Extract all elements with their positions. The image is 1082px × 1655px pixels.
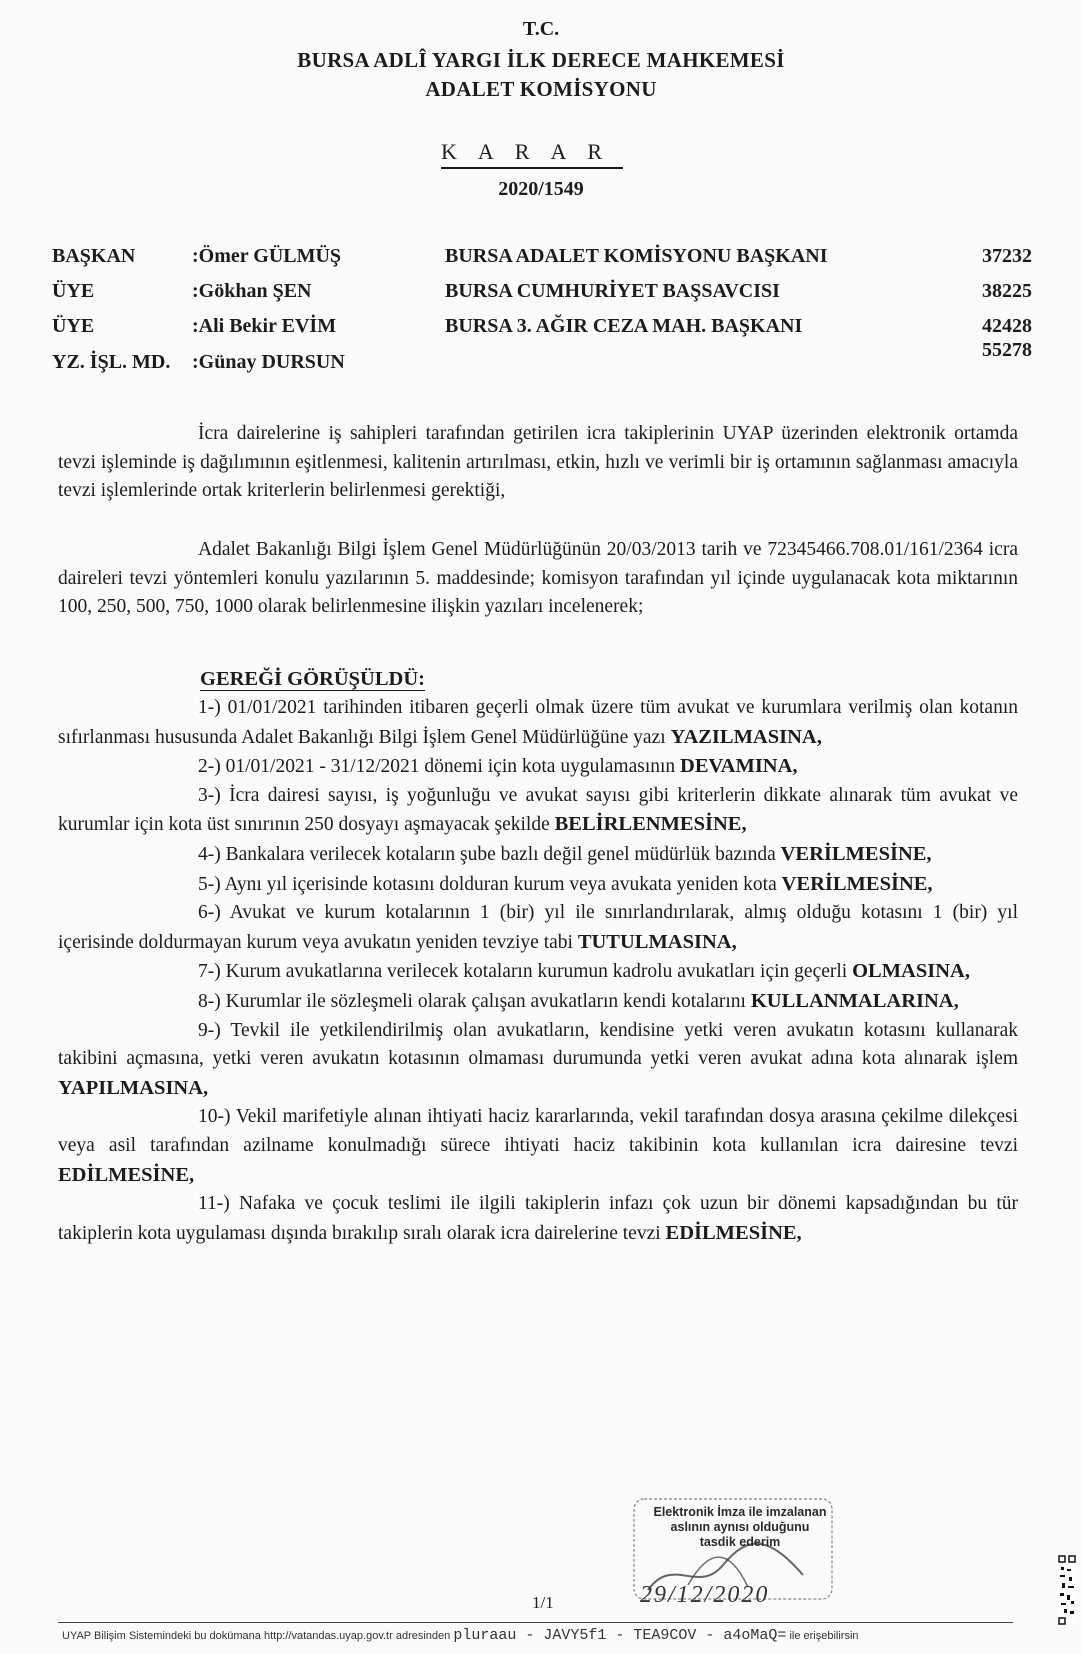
decision-number: 2020/1549 <box>498 178 584 200</box>
item-text: 10-) Vekil marifetiyle alınan ihtiyati haciz kararlarında, vekil tarafından dosya arasına çekilme dilekçesi veya asil tarafından azilname konulmadığı sürece ihtiyati haciz takibinin kota kullanılan icra dairesine tevzi <box>58 1106 1018 1156</box>
member-sicil: 42428 <box>982 315 1032 337</box>
footer-divider <box>58 1622 1013 1623</box>
resolution-item <box>58 840 1018 870</box>
item-emphasis: DEVAMINA, <box>680 755 798 778</box>
member-title: BURSA CUMHURİYET BAŞSAVCISI <box>445 280 780 302</box>
reference-paragraph: Adalet Bakanlığı Bilgi İşlem Genel Müdürlüğünün 20/03/2013 tarih ve 72345466.708.01/161/2364 icra daireleri tevzi yöntemleri konulu yazılarının 5. maddesinde; komisyon tarafından yıl içinde uygulanacak kota miktarının 100, 250, 500, 750, 1000 olarak belirlenmesine ilişkin yazıları incelenerek; <box>58 539 1018 618</box>
item-emphasis: EDİLMESİNE, <box>58 1163 195 1186</box>
stamp-line: aslının aynısı olduğunu <box>670 1520 810 1534</box>
resolution-heading-text: GEREĞİ GÖRÜŞÜLDÜ: <box>200 668 425 690</box>
member-row <box>52 339 1032 383</box>
item-emphasis: BELİRLENMESİNE, <box>554 813 747 836</box>
resolution-item <box>58 694 1018 752</box>
member-role: ÜYE <box>52 315 95 337</box>
item-text: 7-) Kurum avukatlarına verilecek kotaların kurumun kadrolu avukatları için geçerli <box>198 961 848 983</box>
resolution-items <box>58 694 1018 1248</box>
commission-name: ADALET KOMİSYONU <box>425 77 657 101</box>
verification-code: pluraau - JAVY5f1 - TEA9COV - a4oMaQ= <box>453 1627 787 1644</box>
item-text: 2-) 01/01/2021 - 31/12/2021 dönemi için kota uygulamasının <box>198 756 676 778</box>
resolution-item <box>58 1017 1018 1104</box>
member-row <box>52 315 1032 347</box>
stamp-line: Elektronik İmza ile imzalanan <box>653 1505 827 1519</box>
item-emphasis: VERİLMESİNE, <box>780 842 932 865</box>
item-text: 11-) Nafaka ve çocuk teslimi ile ilgili takiplerin infazı çok uzun bir dönemi kapsadığından bu tür takiplerin kota uygulaması dışında bırakılıp sıralı olarak icra dairelerine tevzi <box>58 1193 1018 1244</box>
resolution-item <box>58 899 1018 957</box>
footer-text: UYAP Bilişim Sistemindeki bu dokümana http://vatandas.uyap.gov.tr adresinden <box>62 1630 451 1642</box>
resolution-item <box>58 782 1018 840</box>
member-name: :Ömer GÜLMÜŞ <box>192 245 342 267</box>
item-text: 9-) Tevkil ile yetkilendirilmiş olan avukatların, kendisine yetki veren avukatın kotasını kullanarak takibini açmasına, yetki veren avukatın kotasının olmaması durumunda yetki veren avukat adına kota alınarak işlem <box>58 1019 1018 1070</box>
member-row <box>52 245 1032 277</box>
resolution-item <box>58 987 1018 1017</box>
member-title: BURSA 3. AĞIR CEZA MAH. BAŞKANI <box>445 315 803 337</box>
member-title: BURSA ADALET KOMİSYONU BAŞKANI <box>445 245 828 267</box>
member-role: YZ. İŞL. MD. <box>52 351 171 373</box>
item-emphasis: EDİLMESİNE, <box>665 1221 802 1244</box>
item-emphasis: KULLANMALARINA, <box>750 989 959 1012</box>
resolution-item <box>58 1103 1018 1190</box>
item-text: 8-) Kurumlar ile sözleşmeli olarak çalışan avukatların kendi kotalarını <box>198 990 746 1012</box>
stamp-date: 29/12/2020 <box>640 1582 770 1608</box>
item-emphasis: VERİLMESİNE, <box>781 872 933 895</box>
stamp-text <box>640 1505 840 1550</box>
resolution-item <box>58 752 1018 782</box>
item-text: 5-) Aynı yıl içerisinde kotasını dolduran kurum veya avukata yeniden kota <box>198 873 777 895</box>
item-emphasis: YAZILMASINA, <box>670 725 822 748</box>
item-text: 3-) İcra dairesi sayısı, iş yoğunluğu ve avukat sayısı gibi kriterlerin dikkate alınarak tüm avukat ve kurumlar için kota üst sınırının 250 dosyayı aşmayacak şekilde <box>58 784 1018 836</box>
intro-paragraph: İcra dairelerine iş sahipleri tarafından getirilen icra takiplerinin UYAP üzerinden elektronik ortamda tevzi işleminde iş dağılımının eşitlenmesi, kalitenin artırılması, etkin, hızlı ve verimli bir iş ortamının sağlanması amacıyla tevzi işlemlerinde ortak kriterlerin belirlenmesi gerektiği, <box>58 423 1018 502</box>
member-row <box>52 280 1032 312</box>
item-emphasis: YAPILMASINA, <box>58 1076 209 1099</box>
item-emphasis: OLMASINA, <box>852 960 970 983</box>
item-text: 4-) Bankalara verilecek kotaların şube bazlı değil genel müdürlük bazında <box>198 843 776 865</box>
item-text: 1-) 01/01/2021 tarihinden itibaren geçerli olmak üzere tüm avukat ve kurumlara verilmiş olan kotanın sıfırlanması hususunda Adalet Bakanlığı Bilgi İşlem Genel Müdürlüğüne yazı <box>58 697 1018 748</box>
member-role: ÜYE <box>52 280 95 302</box>
page-number: 1/1 <box>532 1593 554 1612</box>
member-name: :Günay DURSUN <box>192 351 345 373</box>
karar-heading: KARAR <box>441 139 623 169</box>
footer-suffix: ile erişebilirsin <box>789 1630 859 1642</box>
court-name: BURSA ADLÎ YARGI İLK DERECE MAHKEMESİ <box>297 48 785 72</box>
member-sicil: 38225 <box>982 280 1032 302</box>
republic-heading: T.C. <box>522 18 560 40</box>
stamp-line: tasdik ederim <box>699 1535 781 1549</box>
qr-code-icon <box>1058 1555 1076 1625</box>
item-emphasis: TUTULMASINA, <box>577 930 737 953</box>
resolution-heading <box>200 668 425 691</box>
member-name: :Ali Bekir EVİM <box>192 315 337 337</box>
resolution-item <box>58 957 1018 987</box>
resolution-item <box>58 1190 1018 1248</box>
item-text: 6-) Avukat ve kurum kotalarının 1 (bir) yıl ile sınırlandırılarak, almış olduğu kotasını 1 (bir) yıl içerisinde doldurmayan kurum veya avukatın yeniden tevziye tabi <box>58 902 1018 953</box>
member-name: :Gökhan ŞEN <box>192 280 312 302</box>
member-sicil: 37232 <box>982 245 1032 267</box>
member-role: BAŞKAN <box>52 245 136 267</box>
footer <box>62 1627 1022 1644</box>
member-sicil: 55278 <box>982 339 1032 361</box>
resolution-item <box>58 870 1018 900</box>
